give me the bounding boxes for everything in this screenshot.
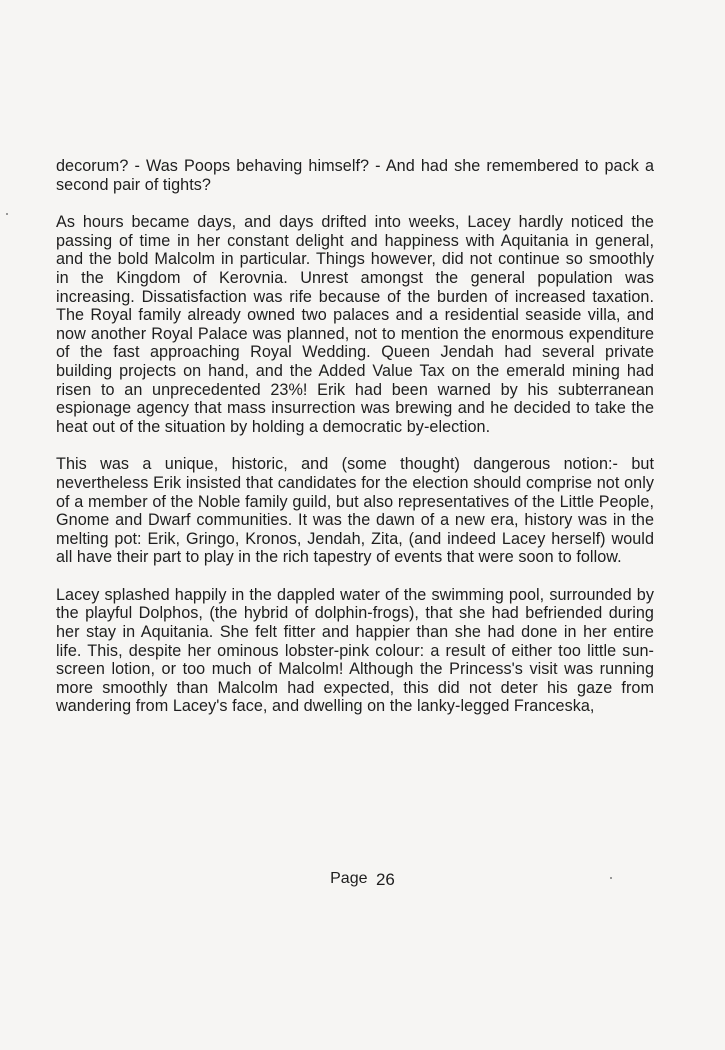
page-label: Page: [330, 870, 368, 887]
scan-speck: [6, 213, 8, 215]
paragraph: Lacey splashed happily in the dappled water of the swimming pool, surrounded by the playful Dolphos, (the hybrid of dolphin-frogs), that she had befriended during her stay in Aquitania. She felt fitter and happier than she had done in her entire life. This, despite her ominous lobster-pink colour: a result of either too little sun-screen lotion, or too much of Malcolm! Although the Princess's visit was running more smoothly than Malcolm had expected, this did not deter his gaze from wandering from Lacey's face, and dwelling on the lanky-legged Franceska,: [56, 585, 654, 716]
paragraph: decorum? - Was Poops behaving himself? - And had she remembered to pack a second pair of tights?: [56, 157, 654, 194]
paragraph: As hours became days, and days drifted into weeks, Lacey hardly noticed the passing of time in her constant delight and happiness with Aquitania in general, and the bold Malcolm in particular. Things however, did not continue so smoothly in the Kingdom of Kerovnia. Unrest amongst the general population was increasing. Dissatisfaction was rife because of the burden of increased taxation. The Royal family already owned two palaces and a residential seaside villa, and now another Royal Palace was planned, not to mention the enormous expenditure of the fast approaching Royal Wedding. Queen Jendah had several private building projects on hand, and the Added Value Tax on the emerald mining had risen to an unprecedented 23%! Erik had been warned by his subterranean espionage agency that mass insurrection was brewing and he decided to take the heat out of the situation by holding a democratic by-election.: [56, 213, 654, 436]
page-number-value: 26: [375, 870, 395, 889]
body-text: [56, 157, 654, 716]
page-number: [0, 868, 725, 889]
paragraph: This was a unique, historic, and (some thought) dangerous notion:- but nevertheless Erik insisted that candidates for the election should comprise not only of a member of the Noble family guild, but also representatives of the Little People, Gnome and Dwarf communities. It was the dawn of a new era, history was in the melting pot: Erik, Gringo, Kronos, Jendah, Zita, (and indeed Lacey herself) would all have their part to play in the rich tapestry of events that were soon to follow.: [56, 455, 654, 567]
scan-speck: [610, 877, 612, 879]
